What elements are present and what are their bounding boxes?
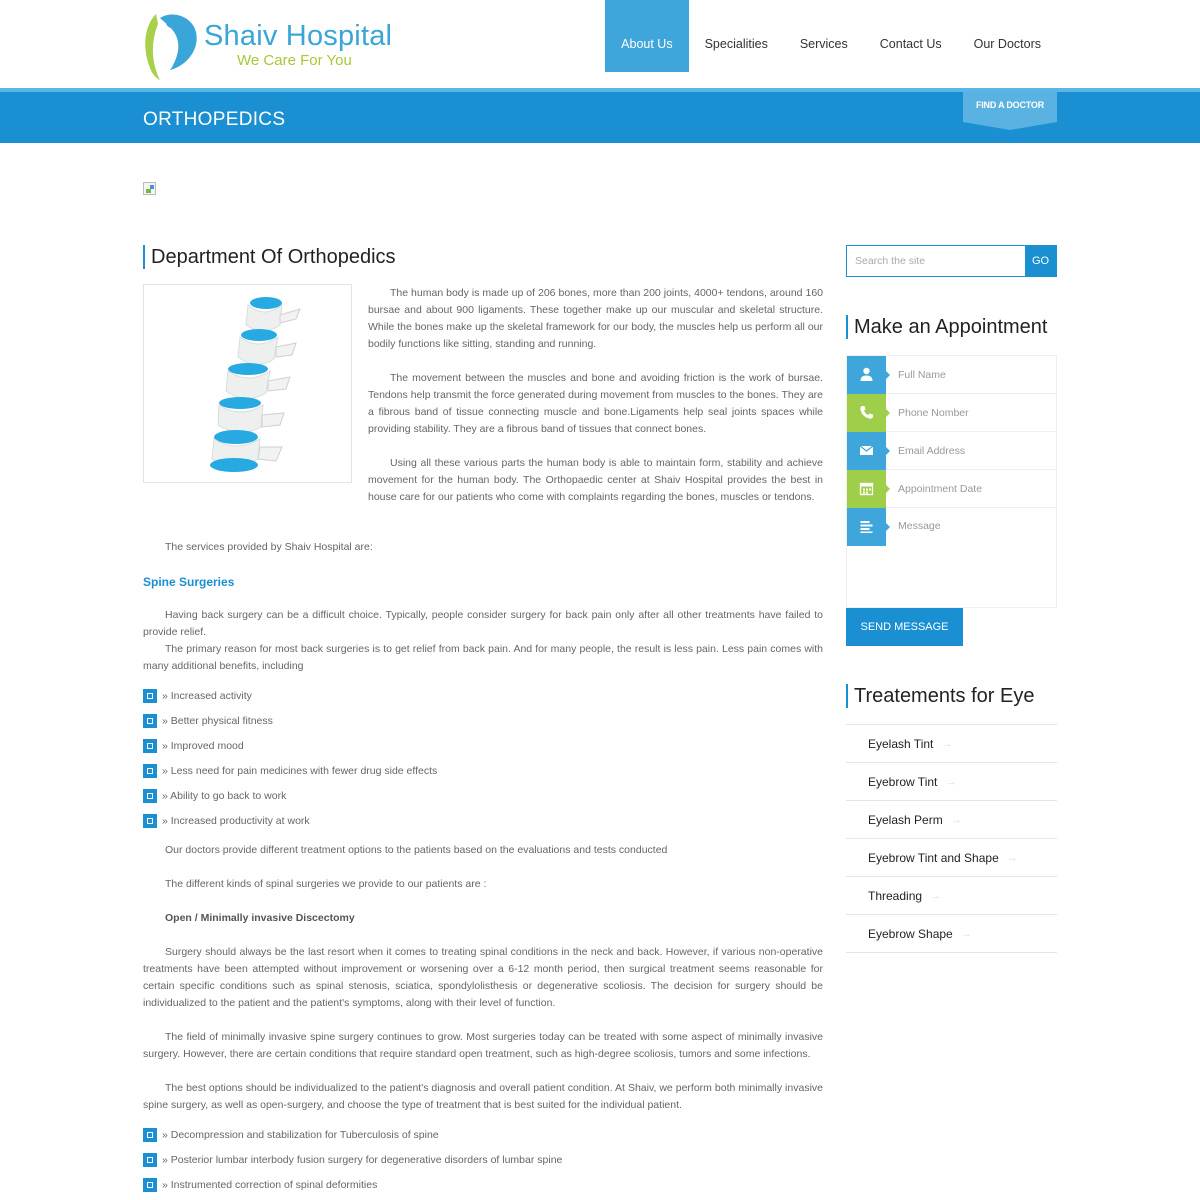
arrow-right-icon: →	[950, 813, 962, 826]
spine-image	[143, 284, 352, 483]
treatment-item[interactable]	[846, 877, 1057, 915]
list-item-text: » Decompression and stabilization for Tuberculosis of spine	[162, 1128, 439, 1141]
phone-row	[847, 394, 1056, 432]
list-item	[143, 733, 823, 758]
treatment-label: Eyebrow Shape	[868, 926, 953, 941]
discectomy-heading: Open / Minimally invasive Discectomy	[165, 912, 355, 924]
list-item-text: » Improved mood	[162, 739, 244, 752]
logo-tagline: We Care For You	[237, 52, 352, 69]
treatment-item[interactable]	[846, 801, 1057, 839]
treatment-item[interactable]	[846, 763, 1057, 801]
email-field[interactable]	[886, 432, 1056, 469]
surgery-paragraph: The field of minimally invasive spine surgery continues to grow. Most surgeries today can be treated with some aspect of minimally invasive surgery. However, there are certain conditions that require standard open treatment, such as high-degree scoliosis, tumors and some infections.	[143, 1031, 823, 1060]
nav-services[interactable]: Services	[799, 37, 848, 51]
logo-mark-icon	[142, 8, 198, 80]
list-item-text: » Increased activity	[162, 689, 252, 702]
treatment-label: Eyelash Perm	[868, 812, 943, 827]
checkbox-icon	[143, 789, 157, 803]
spine-illustration-icon	[144, 285, 351, 482]
treatment-label: Eyelash Tint	[868, 736, 934, 751]
page-title-bar	[0, 88, 1200, 143]
surgery-paragraph: The best options should be individualized to the patient's diagnosis and overall patient condition. At Shaiv, we perform both minimally invasive spine surgery, as well as open-surgery, and choose the type of treatment that is best suited for the individual patient.	[143, 1082, 823, 1111]
logo[interactable]	[142, 8, 402, 80]
list-item	[143, 683, 823, 708]
nav-contact-us[interactable]: Contact Us	[879, 37, 942, 51]
intro-paragraph: The human body is made up of 206 bones, more than 200 joints, 4000+ tendons, around 160 bursae and about 900 ligaments. These together make up our muscular and skeletal structure. While the bones make up the skeletal framework for our body, the muscles help us perform all our bodily functions like sitting, standing and running.	[368, 287, 823, 350]
nav-our-doctors[interactable]: Our Doctors	[973, 37, 1041, 51]
spine-paragraph: Having back surgery can be a difficult choice. Typically, people consider surgery for back pain only after all other treatments have failed to provide relief.	[143, 609, 823, 638]
message-field[interactable]	[886, 508, 1056, 606]
list-item	[143, 1147, 823, 1172]
list-item-text: » Instrumented correction of spinal deformities	[162, 1178, 378, 1191]
email-row	[847, 432, 1056, 470]
treatments-heading: Treatements for Eye	[846, 684, 1057, 708]
intro-paragraph: The movement between the muscles and bone and avoiding friction is the work of bursae. Tendons help transmit the force generated during movement from muscles to the bones. They are a fibrous band of tissue connecting muscle and bone.Ligaments help seal joints spaces while providing stability. They are a fibrous band of tissues that connect bones.	[368, 372, 823, 435]
procedures-list	[143, 1122, 823, 1197]
search-input[interactable]	[847, 246, 1025, 276]
nav-about-us[interactable]: About Us	[605, 0, 688, 72]
checkbox-icon	[143, 1178, 157, 1192]
nav-specialities[interactable]: Specialities	[704, 37, 768, 51]
sidebar	[846, 245, 1057, 953]
find-doctor-button[interactable]: FIND A DOCTOR	[963, 92, 1057, 122]
site-header	[0, 0, 1200, 88]
arrow-right-icon: →	[960, 927, 972, 940]
arrow-right-icon: →	[930, 889, 942, 902]
full-name-field[interactable]	[886, 356, 1056, 393]
checkbox-icon	[143, 1128, 157, 1142]
broken-image-icon	[143, 182, 156, 195]
list-item	[143, 1122, 823, 1147]
spine-paragraph: The primary reason for most back surgeries is to get relief from back pain. And for many people, the result is less pain. Less pain comes with many additional benefits, including	[143, 643, 823, 672]
list-item-text: » Ability to go back to work	[162, 789, 287, 802]
phone-field[interactable]	[886, 394, 1056, 431]
arrow-right-icon: →	[941, 737, 953, 750]
benefits-list	[143, 683, 823, 833]
search-go-button[interactable]: GO	[1025, 246, 1056, 276]
appointment-date-field[interactable]	[886, 470, 1056, 507]
arrow-right-icon: →	[945, 775, 957, 788]
checkbox-icon	[143, 714, 157, 728]
list-item	[143, 783, 823, 808]
treatment-label: Eyebrow Tint and Shape	[868, 850, 999, 865]
list-item	[143, 758, 823, 783]
list-item-text: » Increased productivity at work	[162, 814, 310, 827]
search-box	[846, 245, 1057, 277]
main-content	[143, 245, 823, 1191]
message-row	[847, 508, 1056, 608]
envelope-icon	[847, 432, 886, 470]
checkbox-icon	[143, 764, 157, 778]
treatments-list	[846, 724, 1057, 953]
checkbox-icon	[143, 689, 157, 703]
kinds-paragraph: The different kinds of spinal surgeries we provide to our patients are :	[165, 878, 487, 890]
user-icon	[847, 356, 886, 394]
intro-paragraph: Using all these various parts the human body is able to maintain form, stability and achieve movement for the human body. The Orthopaedic center at Shaiv Hospital provides the best in house care for our patients who come with complaints regarding the bones, muscles or tendons.	[368, 457, 823, 503]
appointment-form	[846, 355, 1057, 608]
list-item	[143, 808, 823, 833]
list-item-text: » Better physical fitness	[162, 714, 273, 727]
arrow-right-icon: →	[1006, 851, 1018, 864]
doctors-paragraph: Our doctors provide different treatment options to the patients based on the evaluations and tests conducted	[165, 844, 668, 856]
main-nav	[605, 0, 1057, 72]
treatment-label: Threading	[868, 888, 923, 903]
checkbox-icon	[143, 814, 157, 828]
list-item-text: » Posterior lumbar interbody fusion surgery for degenerative disorders of lumbar spine	[162, 1153, 563, 1166]
intro-text	[368, 285, 823, 523]
department-heading: Department Of Orthopedics	[143, 245, 823, 269]
message-lines-icon	[847, 508, 886, 546]
phone-icon	[847, 394, 886, 432]
list-item	[143, 1172, 823, 1197]
treatment-item[interactable]	[846, 839, 1057, 877]
checkbox-icon	[143, 739, 157, 753]
surgery-paragraph: Surgery should always be the last resort when it comes to treating spinal conditions in the neck and back. However, if various non-operative treatments have been attempted without improvement or worsening over a 6-12 month period, then surgical treatment seems reasonable for certain specific conditions such as spinal stenosis, sciatica, spondylolisthesis or degenerative scoliosis. The decision for surgery should be individualized to the patient and the patient's symptoms, along with their level of function.	[143, 946, 823, 1009]
treatment-item[interactable]	[846, 725, 1057, 763]
list-item-text: » Less need for pain medicines with fewer drug side effects	[162, 764, 438, 777]
name-row	[847, 356, 1056, 394]
list-item	[143, 708, 823, 733]
page-title: ORTHOPEDICS	[143, 109, 286, 130]
date-row	[847, 470, 1056, 508]
logo-title: Shaiv Hospital	[204, 20, 393, 52]
spine-surgeries-heading: Spine Surgeries	[143, 575, 235, 589]
calendar-icon	[847, 470, 886, 508]
checkbox-icon	[143, 1153, 157, 1167]
send-message-button[interactable]: SEND MESSAGE	[846, 608, 963, 646]
appointment-heading: Make an Appointment	[846, 315, 1057, 339]
services-intro: The services provided by Shaiv Hospital are:	[165, 541, 373, 553]
treatment-label: Eyebrow Tint	[868, 774, 938, 789]
treatment-item[interactable]	[846, 915, 1057, 953]
